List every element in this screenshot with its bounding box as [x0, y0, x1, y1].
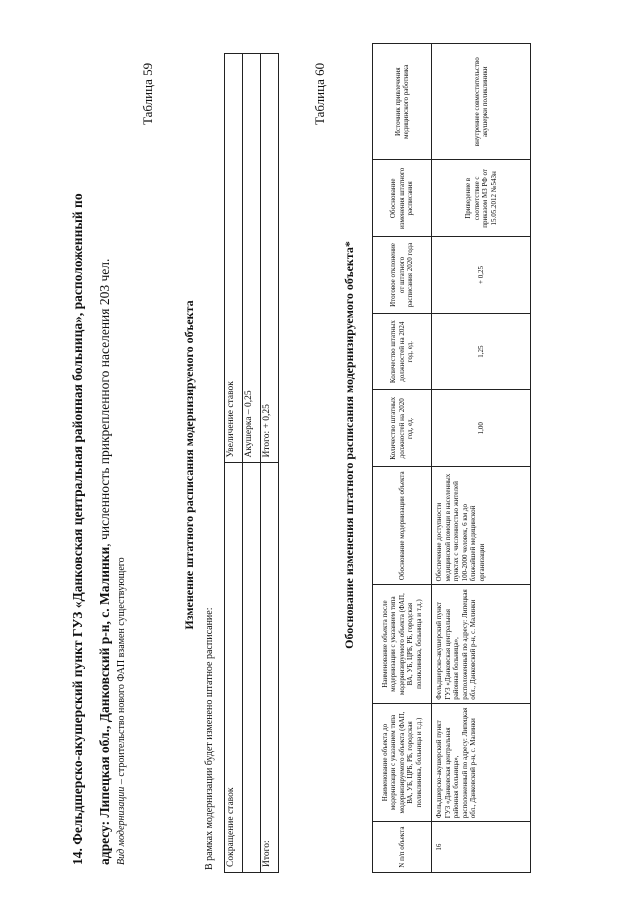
- table-60-label: Таблица 60: [312, 62, 327, 125]
- table-row: [243, 54, 261, 873]
- total-label: Итого:: [261, 463, 279, 873]
- cell-staff-2024: 1,25: [432, 313, 531, 390]
- col-header-staff-2024: Количество штатных должностей на 2024 год, ед.: [373, 313, 432, 390]
- table-row: [225, 54, 243, 873]
- cell-num: 16: [432, 822, 531, 873]
- heading-line-1: 14. Фельдшерско-акушерский пункт ГУЗ «Данковская центральная районная больница», расположенный по: [70, 193, 85, 865]
- heading-line-2: адресу: Липецкая обл., Данковский р-н, с. Малинки: [97, 546, 112, 865]
- cell-justification: Приведение в соответствие с приказом МЗ РФ от 15.05.2012 №543н: [432, 160, 531, 237]
- object-heading: [64, 25, 118, 865]
- col-header-after: Наименование объекта после модернизации с указанием типа модернизируемого объекта (ФАП, ВА, УБ, ЦРБ, РБ, городская поликлиника, больница и т.д.): [373, 585, 432, 703]
- table-59-title: Изменение штатного расписания модернизируемого объекта: [182, 300, 196, 630]
- table-row: [261, 54, 279, 873]
- col-header-before: Наименование объекта до модернизации с указанием типа модернизируемого объекта (ФАП, ВА, УБ, ЦРБ, РБ, городская поликлиника, больница и т.д.): [373, 703, 432, 821]
- total-value: Итого: + 0,25: [261, 54, 279, 464]
- col-header-num: N п/п объекта: [373, 822, 432, 873]
- increase-header: Увеличение ставок: [225, 54, 243, 464]
- increase-item: Акушерка – 0,25: [243, 54, 261, 464]
- heading-population: , численность прикрепленного населения 203 чел.: [97, 258, 112, 547]
- modernization-label: Вид модернизации: [116, 786, 127, 865]
- cell-reason: Обеспечение доступности медицинской помощи в населенных пунктах с численностью жителей 100-2000 человек, 6 км до ближайшей медицинской организации: [432, 467, 531, 585]
- table-60-title: Обоснование изменения штатного расписания модернизируемого объекта*: [342, 241, 356, 649]
- cell-after: Фельдшерско-акушерский пункт ГУЗ «Данковская центральная районная больница», расположенный по адресу: Липецкая обл., Данковский р-н, с. Малинки: [432, 585, 531, 703]
- justification-table: [372, 43, 531, 873]
- reduction-header: Сокращение ставок: [225, 463, 243, 873]
- modernization-type: [116, 557, 127, 865]
- cell-deviation: + 0,25: [432, 237, 531, 314]
- cell-staff-2020: 1,00: [432, 390, 531, 467]
- col-header-deviation: Итоговое отклонение от штатного расписания 2020 года: [373, 237, 432, 314]
- col-header-source: Источник привлечения медицинского работника: [373, 44, 432, 161]
- col-header-staff-2020: Количество штатных должностей на 2020 год, ед.: [373, 390, 432, 467]
- table-header-row: [373, 44, 432, 873]
- col-header-justification: Обоснование изменения штатного расписания: [373, 160, 432, 237]
- cell-source: внутреннее совместительство акушерки поликлиники: [432, 44, 531, 161]
- table-row: [432, 44, 531, 873]
- staff-change-table: [224, 53, 279, 873]
- table-59-intro: В рамках модернизации будет изменено штатное расписание:: [204, 607, 215, 870]
- modernization-value: – строительство нового ФАП взамен существующего: [116, 557, 127, 787]
- cell-before: Фельдшерско-акушерский пункт ГУЗ «Данковская центральная районная больница», расположенный по адресу: Липецкая обл., Данковский р-н, с. Малинки: [432, 703, 531, 821]
- table-59-label: Таблица 59: [140, 62, 155, 125]
- col-header-reason: Обоснование модернизации объекта: [373, 467, 432, 585]
- reduction-cell: [243, 463, 261, 873]
